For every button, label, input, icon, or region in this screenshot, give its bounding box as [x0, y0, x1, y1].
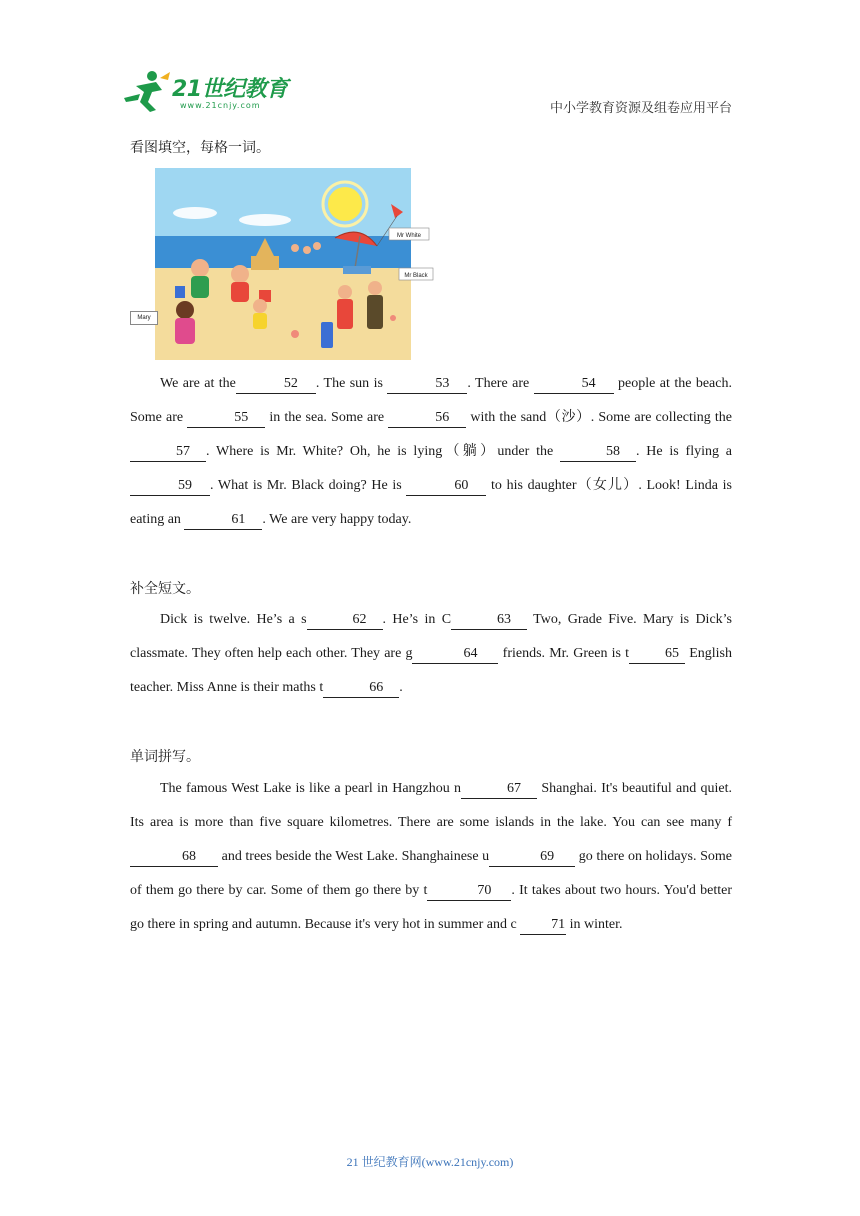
logo-text: 21世纪教育	[172, 77, 288, 102]
beach-scene-image	[155, 168, 428, 360]
section2-passage: Dick is twelve. He’s a s 62 . He’s in C 63 Two, Grade Five. Mary is Dick’s classmate. They often help each other. They are g 64 friends. Mr. Green is t 65 English teacher. Miss Anne is their maths t 66 .	[130, 603, 732, 705]
blank-61[interactable]: 61	[184, 511, 262, 530]
blank-54[interactable]: 54	[534, 375, 614, 394]
mr-white-callout	[389, 228, 429, 240]
section1-passage: We are at the 52 . The sun is 53 . There are 54 people at the beach. Some are 55 in the sea. Some are 56 with the sand（沙）. Some are collecting the 57 . Where is Mr. White? Oh, he is lying（躺）under the 58 . He is flying a 59 . What is Mr. Black doing? He is 60 to his daughter（女儿）. Look! Linda is eating an 61 . We are very happy today.	[130, 367, 732, 537]
mary-label: Mary	[137, 315, 151, 321]
section2-title: 补全短文。	[130, 582, 200, 597]
blank-56[interactable]: 56	[388, 409, 466, 428]
blank-67[interactable]: 67	[461, 780, 537, 799]
logo-subtext: www.21cnjy.com	[180, 101, 261, 110]
section3-passage: The famous West Lake is like a pearl in Hangzhou n 67 Shanghai. It's beautiful and quiet. Its area is more than five square kilometres. There are some islands in the lake. You can see many f68 and trees beside the West Lake. Shanghainese u 69 go there on holidays. Some of them go there by car. Some of them go there by t 70 . It takes about two hours. You'd better go there in spring and autumn. Because it's very hot in summer and c 71 in winter.	[130, 772, 732, 942]
section1-title: 看图填空，每格一词。	[130, 141, 270, 156]
blank-58[interactable]: 58	[560, 443, 636, 462]
footer-link[interactable]: 21 世纪教育网(www.21cnjy.com)	[346, 1155, 514, 1169]
blank-68[interactable]: 68	[130, 848, 218, 867]
section3-title: 单词拼写。	[130, 750, 200, 765]
blank-65[interactable]: 65	[629, 645, 685, 664]
blank-52[interactable]: 52	[236, 375, 316, 394]
svg-text:Mr White: Mr White	[397, 233, 421, 239]
blank-62[interactable]: 62	[307, 611, 383, 630]
svg-text:Mr Black: Mr Black	[404, 273, 428, 279]
blank-59[interactable]: 59	[130, 477, 210, 496]
mr-black-callout	[399, 268, 433, 280]
site-logo	[122, 68, 292, 114]
blank-55[interactable]: 55	[187, 409, 265, 428]
blank-63[interactable]: 63	[451, 611, 527, 630]
header-tagline: 中小学教育资源及组卷应用平台	[549, 100, 732, 115]
blank-66[interactable]: 66	[323, 679, 399, 698]
blank-57[interactable]: 57	[130, 443, 206, 462]
blank-53[interactable]: 53	[387, 375, 467, 394]
blank-71[interactable]: 71	[520, 916, 566, 935]
blank-70[interactable]: 70	[427, 882, 511, 901]
blank-64[interactable]: 64	[412, 645, 498, 664]
blank-69[interactable]: 69	[489, 848, 575, 867]
runner-logo-icon	[122, 68, 172, 114]
blank-60[interactable]: 60	[406, 477, 486, 496]
mary-callout	[130, 311, 158, 325]
